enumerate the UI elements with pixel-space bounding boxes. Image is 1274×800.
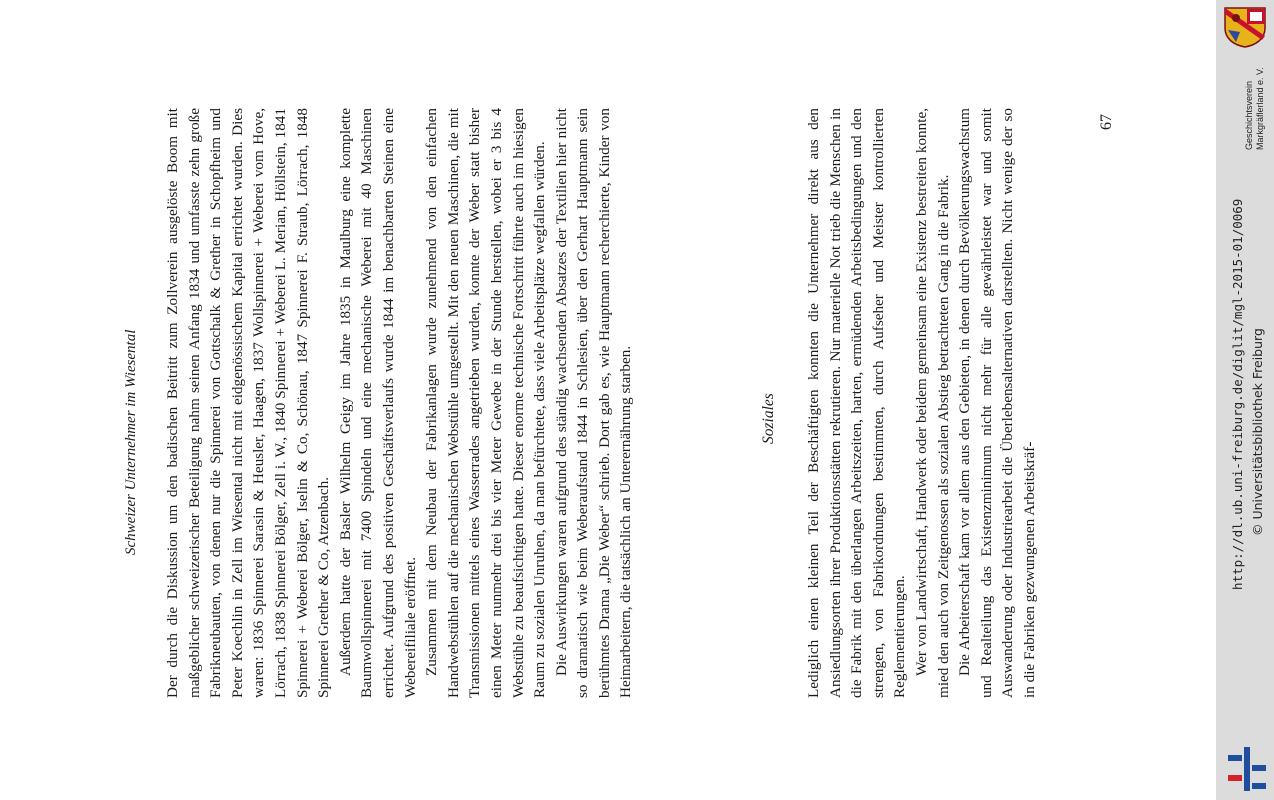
society-name-line1: Geschichtsverein <box>1244 80 1254 150</box>
running-head: Schweizer Unternehmer im Wiesental <box>123 329 139 555</box>
coat-of-arms-icon <box>1222 6 1268 48</box>
section-heading: Soziales <box>760 393 777 444</box>
page-number: 67 <box>1098 114 1115 130</box>
paragraph: Lediglich einen kleinen Teil der Beschäftigten konnten die Unternehmer direkt aus den Ansiedlungsorten ihrer Produktionsstätten rekrutieren. Nur materielle Not trieb die Menschen in die Fabrik mit den überlangen Arbeitszeiten, harten, ermüdenden Arbeitsbedingungen und den strengen, von Fabrikordnungen bestimmten, durch Aufseher und Meister kontrollierten Reglementierungen. <box>805 108 909 698</box>
permalink-url[interactable]: http://dl.ub.uni-freiburg.de/diglit/mgl-2015-01/0069 <box>1230 198 1245 590</box>
paragraph: Der durch die Diskussion um den badischen Beitritt zum Zollverein ausgelöste Boom mit maßgeblicher schweizerischer Beteiligung nahm seinen Anfang 1834 und umfasste zehn große Fabrikneubauten, von denen nur die Spinnerei von Gottschalk & Grether in Schopfheim und Peter Koechlin in Zell im Wiesental nicht mit eidgenössischem Kapital errichtet wurden. Dies waren: 1836 Spinnerei Sarasin & Heusler, Haagen, 1837 Wollspinnerei + Weberei vom Hove, Lörrach, 1838 Spinnerei Bölger, Zell i. W., 1840 Spinnerei + Weberei L. Merian, Höllstein, 1841 Spinnerei + Weberei Bölger, Iselin & Co, Schönau, 1847 Spinnerei F. Straub, Lörrach, 1848 Spinnerei Grether & Co, Atzenbach. <box>164 108 333 698</box>
text-block-top <box>162 108 637 698</box>
paragraph: Die Auswirkungen waren aufgrund des ständig wachsenden Absatzes der Textilien hier nicht so dramatisch wie beim Weberaufstand 1844 in Schlesien, über den Gerhart Hauptmann sein berühmtes Drama „Die Weber“ schrieb. Dort gab es, wie Hauptmann recherchierte, Kinder von Heimarbeitern, die tatsächlich an Unterernährung starben. <box>552 108 635 698</box>
ub-freiburg-logo-icon <box>1226 745 1268 793</box>
text-block-bottom <box>803 108 1041 698</box>
paragraph: Die Arbeiterschaft kam vor allem aus den Gebieten, in denen durch Bevölkerungswachstum und Realteilung das Existenzminimum nicht mehr für alle gewährleistet war und somit Auswanderung oder Industriearbeit die Überlebensalternativen darstellten. Nicht wenige der so in die Fabriken gezwungenen Arbeitskräf- <box>956 108 1038 698</box>
paragraph: Außerdem hatte der Basler Wilhelm Geigy im Jahre 1835 in Maulburg eine komplette Baumwollspinnerei mit 7400 Spindeln und eine mechanische Weberei mit 40 Maschinen errichtet. Aufgrund des positiven Geschäftsverlaufs wurde 1844 im benachbarten Steinen eine Webereifiliale eröffnet. <box>336 108 419 698</box>
society-name-line2: Markgräflerland e. V. <box>1255 67 1265 150</box>
paragraph: Wer von Landwirtschaft, Handwerk oder beidem gemeinsam eine Existenz bestreiten konnte, mied den auch von Zeitgenossen als sozialen Abstieg betrachteten Gang in die Fabrik. <box>912 108 952 698</box>
copyright-notice: © Universitätsbibliothek Freiburg <box>1250 328 1265 536</box>
paragraph: Zusammen mit dem Neubau der Fabrikanlagen wurde zunehmend von den einfachen Handwebstühlen auf die mechanischen Webstühle umgestellt. Mit den neuen Maschinen, die mit Transmissionen mittels eines Wasserrades angetrieben wurden, konnte der Weber statt bisher einen Meter nunmehr drei bis vier Meter Gewebe in der Stunde herstellen, wobei er 3 bis 4 Webstühle zu beaufsichtigen hatte. Dieser enorme technische Fortschritt führte auch im hiesigen Raum zu sozialen Unruhen, da man befürchtete, dass viele Arbeitsplätze wegfallen würden. <box>423 108 549 698</box>
